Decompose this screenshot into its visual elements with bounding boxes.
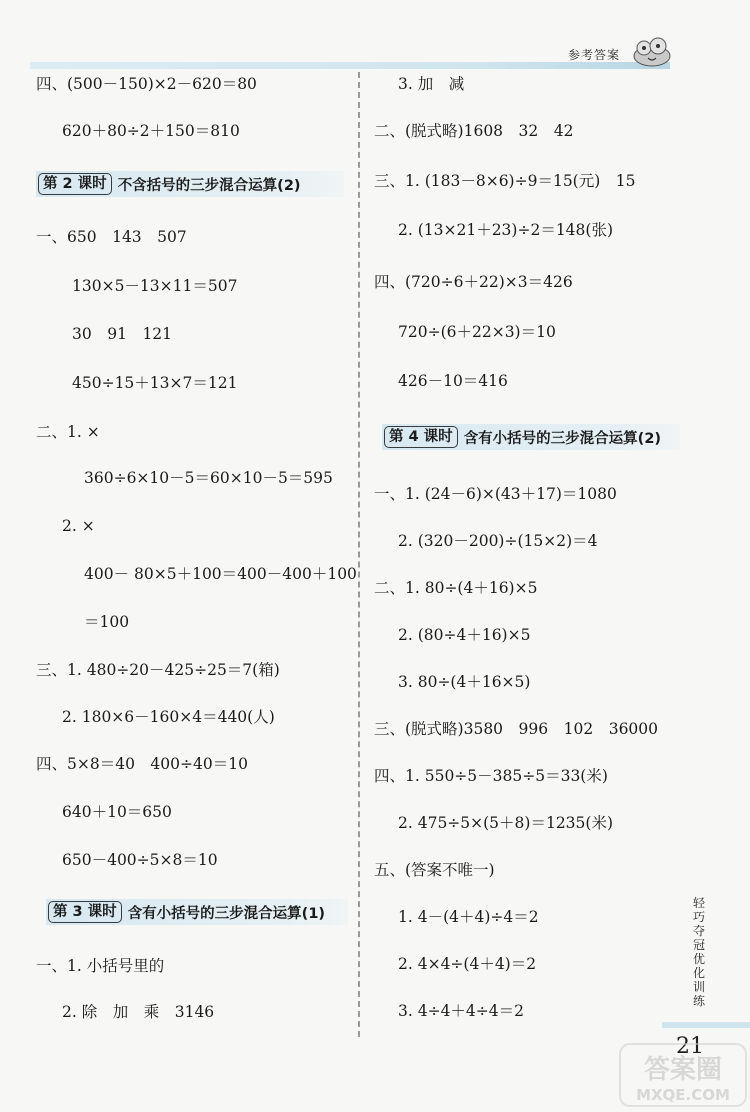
answer-line: 三、(脱式略)3580 996 102 36000 <box>374 720 659 738</box>
answer-line: 三、1. 480÷20－425÷25＝7(箱) <box>36 661 280 679</box>
lesson-header <box>36 171 344 197</box>
lesson-title: 不含括号的三步混合运算(2) <box>117 177 301 194</box>
answer-line: 2. 4×4÷(4＋4)＝2 <box>398 955 537 973</box>
answer-line: 400－ 80×5＋100＝400－400＋100 <box>84 565 357 583</box>
answer-line: 2. 180×6－160×4＝440(人) <box>62 708 275 726</box>
answer-line: 650－400÷5×8＝10 <box>62 851 218 869</box>
page-number: 21 <box>676 1034 704 1059</box>
lesson-header <box>382 424 680 450</box>
answer-line: ＝100 <box>84 613 130 631</box>
answer-line: 一、1. (24－6)×(43＋17)＝1080 <box>374 485 617 503</box>
answer-line: 二、1. × <box>36 423 100 441</box>
answer-line: 二、1. 80÷(4＋16)×5 <box>374 579 538 597</box>
answer-line: 2. (13×21＋23)÷2＝148(张) <box>398 221 613 239</box>
footer-bar <box>662 1022 750 1028</box>
answer-line: 640＋10＝650 <box>62 803 172 821</box>
answer-line: 三、1. (183－8×6)÷9＝15(元) 15 <box>374 172 636 190</box>
answer-line: 360÷6×10－5＝60×10－5＝595 <box>84 469 333 487</box>
answer-line: 二、(脱式略)1608 32 42 <box>374 122 574 140</box>
answer-line: 四、(500－150)×2－620＝80 <box>36 75 257 93</box>
lesson-header <box>46 899 348 925</box>
answer-line: 2. (80÷4＋16)×5 <box>398 626 531 644</box>
answer-line: 2. × <box>62 517 95 535</box>
answer-line: 3. 4÷4＋4÷4＝2 <box>398 1002 524 1020</box>
lesson-label: 第 3 课时 <box>48 901 122 923</box>
answer-line: 130×5－13×11＝507 <box>72 277 238 295</box>
answer-line: 1. 4－(4＋4)÷4＝2 <box>398 908 539 926</box>
answer-line: 四、(720÷6＋22)×3＝426 <box>374 273 573 291</box>
header-label: 参考答案 <box>568 48 621 62</box>
book-series-title: 轻巧夺冠优化训练 <box>692 896 705 1008</box>
answer-line: 四、1. 550÷5－385÷5＝33(米) <box>374 767 608 785</box>
answer-line: 720÷(6＋22×3)＝10 <box>398 323 556 341</box>
answer-line: 450÷15＋13×7＝121 <box>72 374 238 392</box>
answer-line: 3. 80÷(4＋16×5) <box>398 673 531 691</box>
lesson-title: 含有小括号的三步混合运算(1) <box>127 905 326 922</box>
answer-line: 30 91 121 <box>72 325 173 343</box>
answer-line: 五、(答案不唯一) <box>374 861 495 879</box>
watermark-logo <box>618 1040 748 1110</box>
lesson-title: 含有小括号的三步混合运算(2) <box>463 430 662 447</box>
answer-line: 2. 除 加 乘 3146 <box>62 1003 215 1021</box>
answer-line: 620＋80÷2＋150＝810 <box>62 122 240 140</box>
mascot-icon <box>630 34 674 68</box>
column-divider <box>358 72 360 1037</box>
lesson-label: 第 4 课时 <box>384 426 458 448</box>
lesson-label: 第 2 课时 <box>38 173 112 195</box>
answer-line: 一、1. 小括号里的 <box>36 957 165 975</box>
answer-line: 四、5×8＝40 400÷40＝10 <box>36 755 248 773</box>
header-bar <box>30 62 670 69</box>
answer-line: 2. 475÷5×(5＋8)＝1235(米) <box>398 814 613 832</box>
answer-line: 426－10＝416 <box>398 372 508 390</box>
answer-line: 2. (320－200)÷(15×2)＝4 <box>398 532 598 550</box>
svg-text:答案圈: 答案圈 <box>643 1055 723 1085</box>
answer-line: 一、650 143 507 <box>36 228 187 246</box>
svg-text:MXQE.COM: MXQE.COM <box>636 1086 730 1104</box>
answer-line: 3. 加 减 <box>398 75 465 93</box>
